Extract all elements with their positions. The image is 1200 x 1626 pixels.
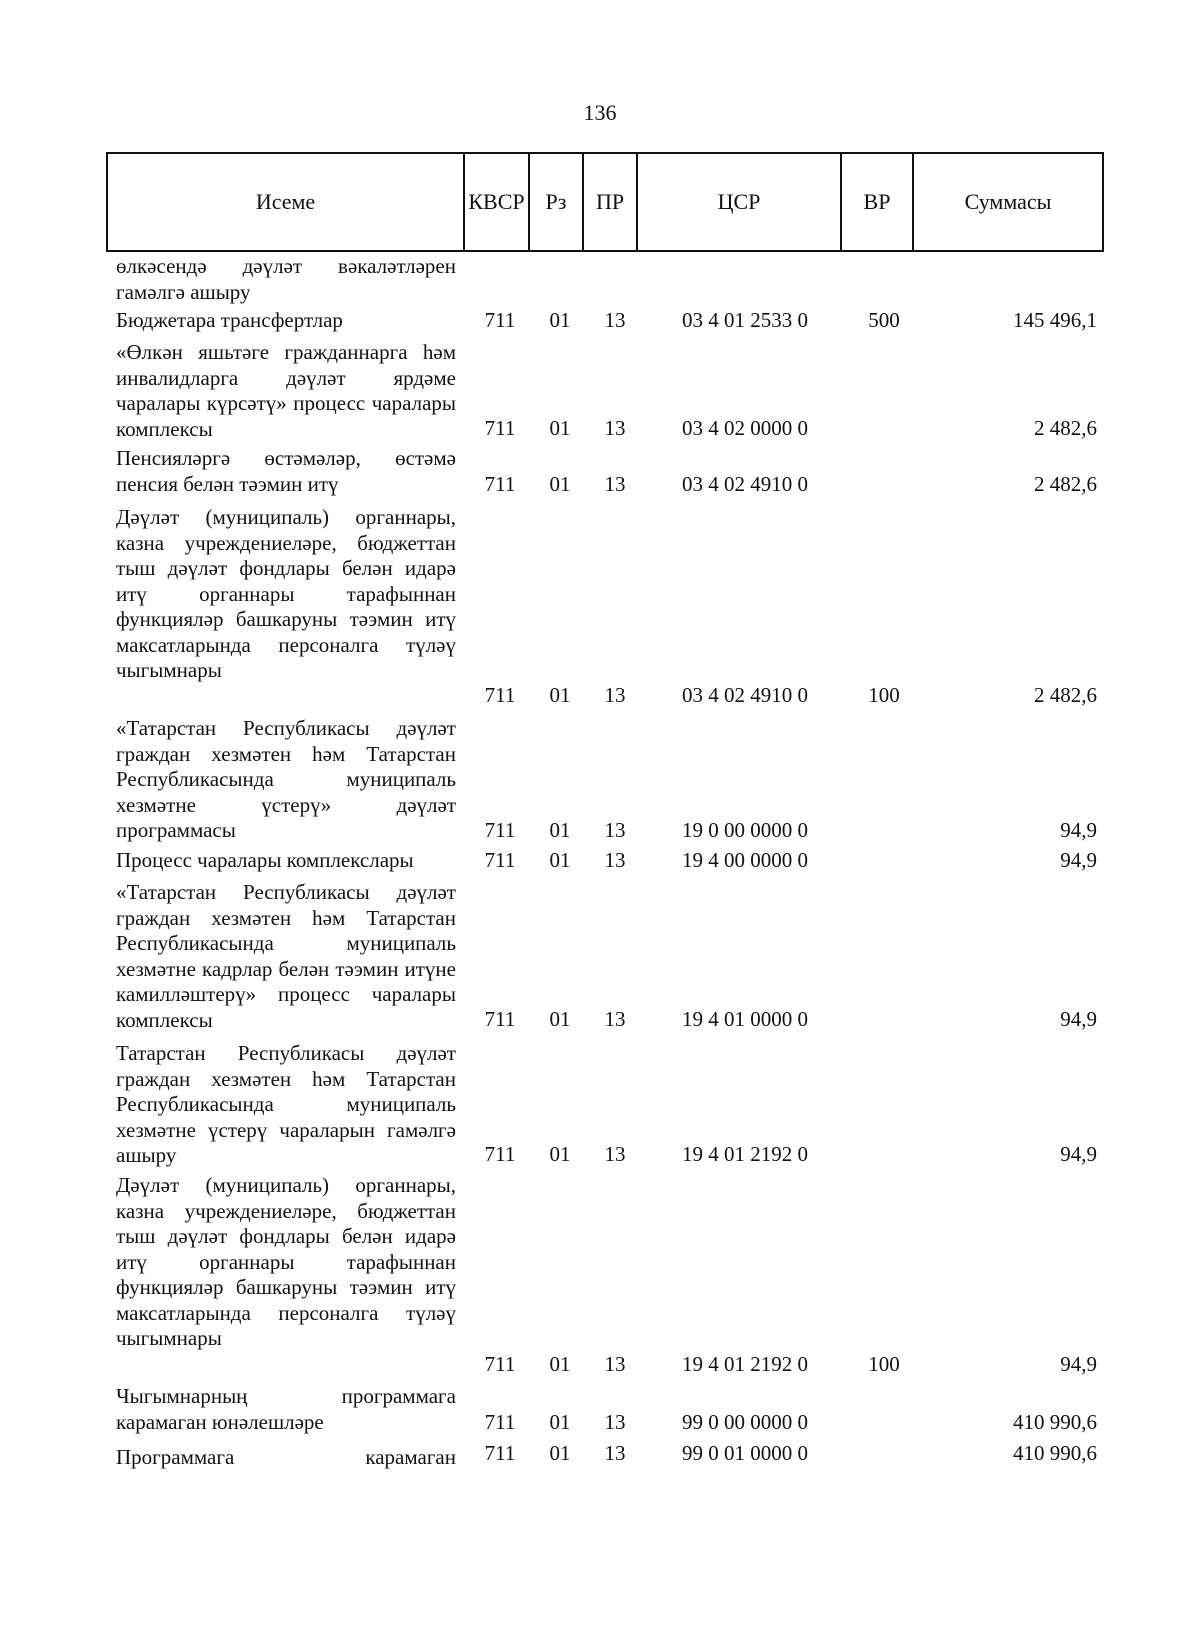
table-row-name: Программага карамаган <box>116 1445 456 1469</box>
table-row-name: «Татарстан Республикасы дәүләт граждан хезмәтен һәм Татарстан Республикасында муниципаль хезмәтне кадрлар белән тәэмин итүне камилләштерү» процесс чаралары комплексы <box>116 880 456 1032</box>
cell-pr: 13 <box>604 416 626 440</box>
cell-pr: 13 <box>604 683 626 707</box>
cell-rz: 01 <box>549 848 571 872</box>
cell-rz: 01 <box>549 818 571 842</box>
header-vr: ВР <box>842 154 914 250</box>
cell-csr: 19 0 00 0000 0 <box>682 818 808 842</box>
header-pr: ПР <box>584 154 638 250</box>
cell-rz: 01 <box>549 683 571 707</box>
table-row-name: Дәүләт (муниципаль) органнары, казна учреждениеләре, бюджеттан тыш дәүләт фондлары белән идарә итү органнары тарафыннан функцияләр башкаруны тәэмин итү максатларында персоналга түләү чыгымнары <box>116 505 456 682</box>
cell-csr: 19 4 01 2192 0 <box>682 1352 808 1376</box>
table-row-name: «Өлкән яшьтәге гражданнарга һәм инвалидларга дәүләт ярдәме чаралары күрсәтү» процесс чаралары комплексы <box>116 340 456 441</box>
cell-vr: 100 <box>868 1352 900 1376</box>
cell-sum: 94,9 <box>1060 1142 1097 1166</box>
header-csr: ЦСР <box>638 154 842 250</box>
cell-kvsr: 711 <box>484 848 516 872</box>
cell-pr: 13 <box>604 1352 626 1376</box>
cell-sum: 2 482,6 <box>1034 472 1097 496</box>
cell-rz: 01 <box>549 416 571 440</box>
cell-rz: 01 <box>549 1441 571 1465</box>
table-row-name: Пенсияләргә өстәмәләр, өстәмә пенсия белән тәэмин итү <box>116 446 456 496</box>
cell-kvsr: 711 <box>484 1441 516 1465</box>
table-row-name: өлкәсендә дәүләт вәкаләтләрен гамәлгә ашыру <box>116 254 456 304</box>
cell-kvsr: 711 <box>484 818 516 842</box>
table-row-name: Татарстан Республикасы дәүләт граждан хезмәтен һәм Татарстан Республикасында муниципаль хезмәтне үстерү чараларын гамәлгә ашыру <box>116 1041 456 1167</box>
cell-pr: 13 <box>604 1007 626 1031</box>
cell-pr: 13 <box>604 308 626 332</box>
cell-vr: 100 <box>868 683 900 707</box>
cell-sum: 94,9 <box>1060 848 1097 872</box>
table-row-name: Чыгымнарның программага карамаган юнәлешләре <box>116 1384 456 1434</box>
table-row-name: «Татарстан Республикасы дәүләт граждан хезмәтен һәм Татарстан Республикасында муниципаль хезмәтне үстерү» дәүләт программасы <box>116 716 456 842</box>
cell-kvsr: 711 <box>484 416 516 440</box>
cell-pr: 13 <box>604 1410 626 1434</box>
cell-rz: 01 <box>549 1142 571 1166</box>
cell-csr: 99 0 00 0000 0 <box>682 1410 808 1434</box>
cell-csr: 03 4 02 0000 0 <box>682 416 808 440</box>
cell-vr: 500 <box>868 308 900 332</box>
cell-csr: 03 4 01 2533 0 <box>682 308 808 332</box>
cell-sum: 410 990,6 <box>1013 1441 1097 1465</box>
cell-csr: 03 4 02 4910 0 <box>682 472 808 496</box>
cell-kvsr: 711 <box>484 1410 516 1434</box>
table-row-name: Бюджетара трансфертлар <box>116 308 343 332</box>
table-header <box>106 152 1104 252</box>
cell-sum: 94,9 <box>1060 1352 1097 1376</box>
header-sum: Суммасы <box>964 189 1052 214</box>
cell-pr: 13 <box>604 1441 626 1465</box>
cell-kvsr: 711 <box>484 683 516 707</box>
cell-pr: 13 <box>604 818 626 842</box>
cell-rz: 01 <box>549 1352 571 1376</box>
header-kvsr: КВСР <box>465 154 530 250</box>
cell-csr: 19 4 01 0000 0 <box>682 1007 808 1031</box>
cell-sum: 94,9 <box>1060 818 1097 842</box>
cell-rz: 01 <box>549 1410 571 1434</box>
cell-pr: 13 <box>604 472 626 496</box>
header-rz: Рз <box>530 154 584 250</box>
cell-sum: 94,9 <box>1060 1007 1097 1031</box>
cell-sum: 2 482,6 <box>1034 683 1097 707</box>
header-name: Исеме <box>108 154 465 250</box>
cell-csr: 99 0 01 0000 0 <box>682 1441 808 1465</box>
cell-kvsr: 711 <box>484 1007 516 1031</box>
cell-rz: 01 <box>549 1007 571 1031</box>
page-number: 136 <box>583 100 617 125</box>
cell-csr: 19 4 00 0000 0 <box>682 848 808 872</box>
cell-sum: 410 990,6 <box>1013 1410 1097 1434</box>
cell-rz: 01 <box>549 308 571 332</box>
cell-csr: 19 4 01 2192 0 <box>682 1142 808 1166</box>
table-row-name: Процесс чаралары комплекслары <box>116 848 414 872</box>
cell-kvsr: 711 <box>484 1352 516 1376</box>
cell-pr: 13 <box>604 848 626 872</box>
table-row-name: Дәүләт (муниципаль) органнары, казна учреждениеләре, бюджеттан тыш дәүләт фондлары белән идарә итү органнары тарафыннан функцияләр башкаруны тәэмин итү максатларында персоналга түләү чыгымнары <box>116 1173 456 1350</box>
cell-sum: 145 496,1 <box>1013 308 1097 332</box>
cell-csr: 03 4 02 4910 0 <box>682 683 808 707</box>
cell-pr: 13 <box>604 1142 626 1166</box>
cell-sum: 2 482,6 <box>1034 416 1097 440</box>
cell-kvsr: 711 <box>484 308 516 332</box>
cell-kvsr: 711 <box>484 472 516 496</box>
cell-kvsr: 711 <box>484 1142 516 1166</box>
cell-rz: 01 <box>549 472 571 496</box>
